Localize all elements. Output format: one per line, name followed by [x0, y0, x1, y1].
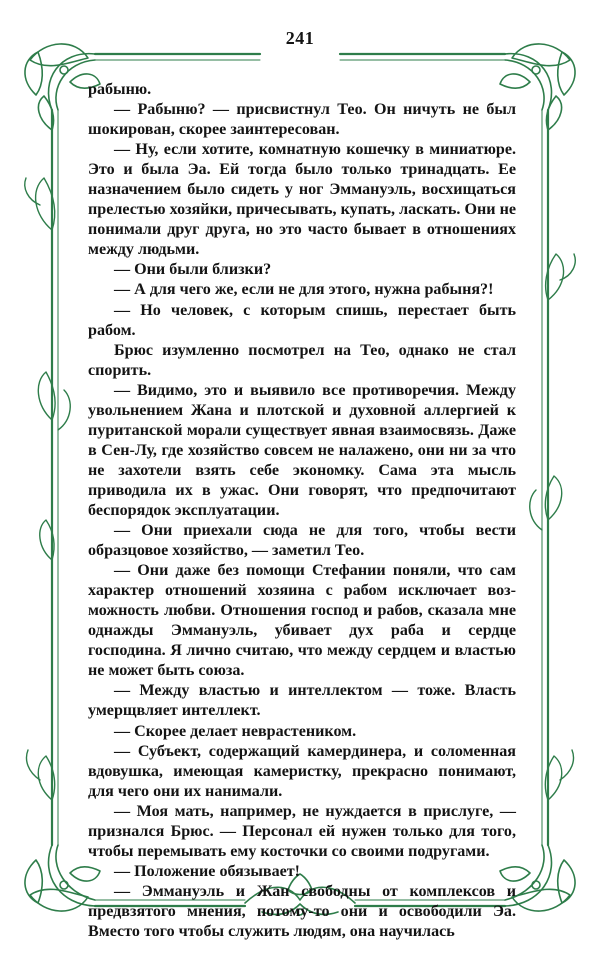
paragraph: — Ну, если хотите, комнатную кошечку в миниатюре. Это и была Эа. Ей тогда было только тринадцать. Ее назначением было сидеть у ног Эммануэль, восхищаться прелестью хозяйки, причесывать, купать, ласкать. Они не понимали друг друга, но это часто бывает в отношениях между людьми.: [88, 141, 516, 259]
paragraph: — А для чего же, если не для этого, нужна рабыня?!: [114, 281, 494, 299]
side-sprig-right-middle: [530, 476, 562, 530]
paragraph: — Они были близки?: [114, 261, 272, 279]
paragraph: рабыню.: [88, 81, 152, 98]
border-left-lines: [52, 110, 58, 845]
main-text: [88, 80, 516, 942]
side-sprig-left-lower: [27, 520, 55, 800]
side-sprig-right-lower: [545, 750, 573, 800]
paragraph: — Моя мать, например, не нуждается в прислуге, — признался Брюс. — Персонал ей нужен только для того, чтобы перемывать ему косточки со своими подругами.: [88, 802, 516, 860]
border-top-lines: [95, 54, 505, 60]
side-sprig-left-upper: [25, 178, 55, 230]
paragraph: — Видимо, это и выявило все противоречия. Между увольнением Жана и плотской и духовной аллергией к пуританской морали существует явная взаимосвязь. Даже в Сен-Лу, где хозяйство совсем не налажено, они ни за что не захотели взять себе экономку. Сама эта мысль приводила их в ужас. Они говорят, что предпочитают беспорядок эксплуатации.: [88, 381, 516, 519]
paragraph: — Они даже без помощи Стефании поняли, что сам характер отношений хозяина с рабом исключает возможность любви. Отношения господ и рабов, сказала мне однажды Эммануэль, убивает дух раба и сердце господина. Я лично считаю, что между сердцем и властью не может быть союза.: [88, 562, 516, 680]
paragraph: — Скорее делает неврастеником.: [114, 722, 357, 740]
paragraph: — Субъект, содержащий камердинера, и соломенная вдовушка, имеющая камеристку, прекрасно понимают, для чего они их нанимали.: [88, 742, 516, 800]
paragraph: — Положение обязывает!: [114, 862, 301, 880]
side-sprig-left-middle: [38, 372, 70, 430]
paragraph: — Эммануэль и Жан свободны от комплексов и предвзятого мнения, потому-то они и освободили Эа. Вместо того чтобы служить людям, она научилась: [88, 882, 516, 940]
paragraph: — Но человек, с которым спишь, перестает быть рабом.: [88, 301, 516, 339]
border-right-lines: [542, 110, 548, 845]
paragraph: — Они приехали сюда не для того, чтобы вести образцовое хозяйство, — заметил Тео.: [88, 522, 516, 560]
paragraph: Брюс изумленно посмотрел на Тео, однако не стал спорить.: [88, 341, 516, 379]
page-number: 241: [285, 28, 315, 48]
paragraph: — Рабыню? — присвистнул Тео. Он ничуть не был шокирован, скорее заинтересован.: [88, 101, 516, 139]
side-sprig-right-upper: [546, 254, 576, 300]
paragraph: — Между властью и интеллектом — тоже. Власть умерщвляет интеллект.: [88, 682, 516, 720]
